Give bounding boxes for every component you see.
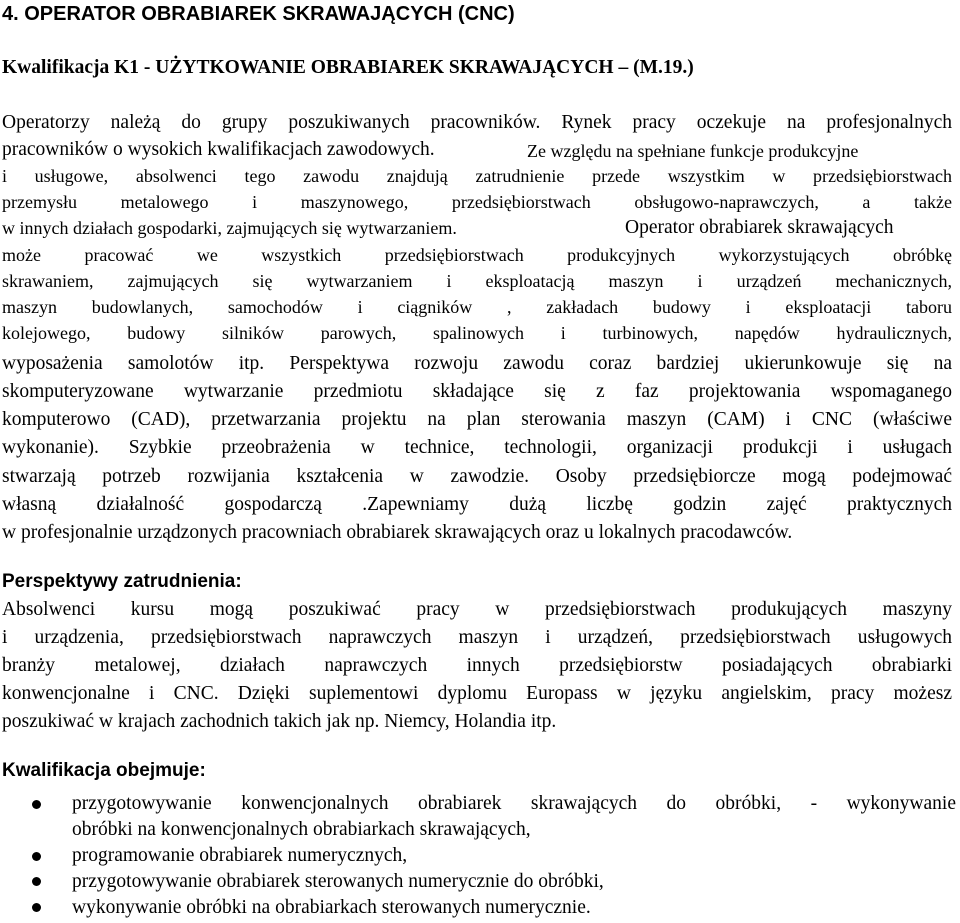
paragraph-line: komputerowo (CAD), przetwarzania projektu na plan sterowania maszyn (CAM) i CNC (właściwe: [2, 409, 952, 430]
paragraph-line: konwencjonalne i CNC. Dzięki suplementowi dyplomu Europass w języku angielskim, pracy możesz: [2, 683, 952, 704]
employment-heading: Perspektywy zatrudnienia:: [2, 571, 242, 592]
paragraph-line: Absolwenci kursu mogą poszukiwać pracy w przedsiębiorstwach produkujących maszyny: [2, 599, 952, 620]
paragraph-line: stwarzają potrzeb rozwijania kształcenia w zawodzie. Osoby przedsiębiorcze mogą podejmować: [2, 466, 952, 487]
paragraph-line: własną działalność gospodarczą .Zapewniamy dużą liczbę godzin zajęć praktycznych: [2, 494, 952, 515]
paragraph-line: maszyn budowlanych, samochodów i ciągników , zakładach budowy i eksploatacji taboru: [2, 297, 952, 317]
list-item-text: przygotowywanie obrabiarek sterowanych numerycznie do obróbki,: [72, 871, 604, 892]
list-item-text: przygotowywanie konwencjonalnych obrabiarek skrawających do obróbki, - wykonywanie: [72, 793, 956, 814]
list-item-text: wykonywanie obróbki na obrabiarkach sterowanych numerycznie.: [72, 897, 591, 918]
list-item-text: obróbki na konwencjonalnych obrabiarkach skrawających,: [72, 819, 531, 840]
paragraph-line: pracowników o wysokich kwalifikacjach zawodowych.: [2, 139, 435, 160]
paragraph-line: poszukiwać w krajach zachodnich takich jak np. Niemcy, Holandia itp.: [2, 711, 557, 732]
paragraph-line: może pracować we wszystkich przedsiębiorstwach produkcyjnych wykorzystujących obróbkę: [2, 245, 952, 265]
paragraph-line: w profesjonalnie urządzonych pracowniach obrabiarek skrawających oraz u lokalnych pracodawców.: [2, 522, 793, 543]
paragraph-line: skomputeryzowane wytwarzanie przedmiotu składające się z faz projektowania wspomaganego: [2, 381, 952, 402]
document-title: 4. OPERATOR OBRABIAREK SKRAWAJĄCYCH (CNC): [2, 3, 515, 25]
bullet-icon: [32, 800, 41, 809]
bullet-icon: [32, 877, 41, 886]
list-item-text: programowanie obrabiarek numerycznych,: [72, 845, 408, 866]
paragraph-line: Operatorzy należą do grupy poszukiwanych pracowników. Rynek pracy oczekuje na profesjonalnych: [2, 112, 952, 133]
qualification-k1-title: Kwalifikacja K1 - UŻYTKOWANIE OBRABIAREK SKRAWAJĄCYCH – (M.19.): [2, 57, 694, 78]
paragraph-line: branży metalowej, działach naprawczych innych przedsiębiorstw posiadających obrabiarki: [2, 655, 952, 676]
paragraph-line: Ze względu na spełniane funkcje produkcyjne: [527, 141, 859, 161]
paragraph-line: skrawaniem, zajmujących się wytwarzaniem i eksploatacją maszyn i urządzeń mechanicznych,: [2, 271, 952, 291]
bullet-icon: [32, 852, 41, 861]
paragraph-line: i urządzenia, przedsiębiorstwach naprawczych maszyn i urządzeń, przedsiębiorstwach usługowych: [2, 627, 952, 648]
paragraph-line: kolejowego, budowy silników parowych, spalinowych i turbinowych, napędów hydraulicznych,: [2, 323, 952, 343]
paragraph-line: w innych działach gospodarki, zajmujących się wytwarzaniem.: [2, 218, 457, 238]
paragraph-line: Operator obrabiarek skrawających: [625, 217, 894, 238]
paragraph-line: wykonanie). Szybkie przeobrażenia w technice, technologii, organizacji produkcji i usługach: [2, 437, 952, 458]
bullet-icon: [32, 903, 41, 912]
paragraph-line: przemysłu metalowego i maszynowego, przedsiębiorstwach obsługowo-naprawczych, a także: [2, 192, 952, 212]
qualification-heading: Kwalifikacja obejmuje:: [2, 760, 206, 781]
paragraph-line: wyposażenia samolotów itp. Perspektywa rozwoju zawodu coraz bardziej ukierunkowuje się na: [2, 353, 952, 374]
paragraph-line: i usługowe, absolwenci tego zawodu znajdują zatrudnienie przede wszystkim w przedsiębiorstwach: [2, 166, 952, 186]
